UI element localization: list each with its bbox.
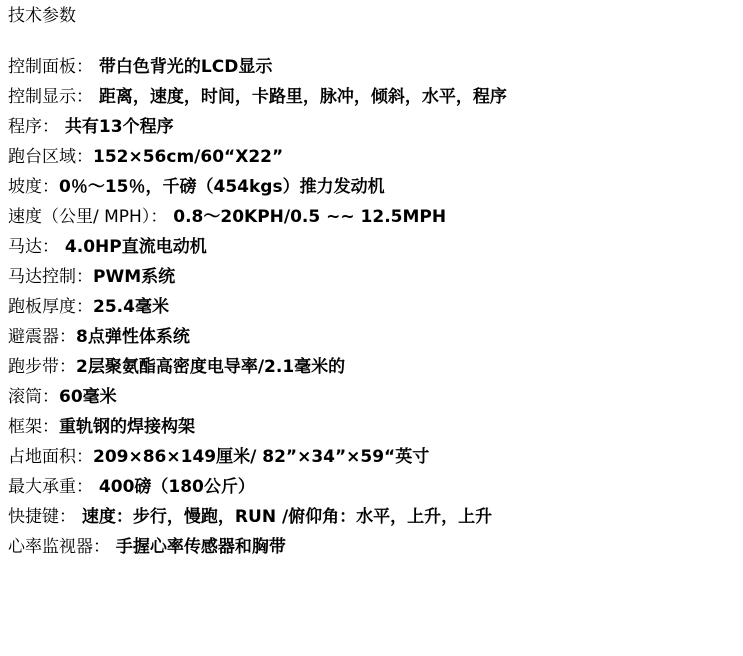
specifications-list bbox=[8, 52, 743, 562]
spec-value: 手握心率传感器和胸带 bbox=[110, 537, 286, 557]
spec-row bbox=[8, 382, 743, 412]
spec-label: 跑台区域： bbox=[8, 147, 93, 167]
spec-label: 马达： bbox=[8, 237, 59, 257]
spec-label: 坡度： bbox=[8, 177, 59, 197]
spec-label: 快捷键： bbox=[8, 507, 76, 527]
spec-label: 框架： bbox=[8, 417, 59, 437]
spec-value: 25.4毫米 bbox=[93, 297, 169, 317]
spec-value: 8点弹性体系统 bbox=[76, 327, 190, 347]
spec-value: 152×56cm/60“X22” bbox=[93, 147, 284, 167]
spec-value: 4.0HP直流电动机 bbox=[59, 237, 207, 257]
spec-row bbox=[8, 292, 743, 322]
spec-row bbox=[8, 322, 743, 352]
spec-row bbox=[8, 532, 743, 562]
spec-value: 距离，速度，时间，卡路里，脉冲，倾斜，水平，程序 bbox=[93, 87, 507, 107]
spec-value: 0.8～20KPH/0.5 ~~ 12.5MPH bbox=[167, 207, 447, 227]
spec-row bbox=[8, 472, 743, 502]
spec-value: 2层聚氨酯高密度电导率/2.1毫米的 bbox=[76, 357, 346, 377]
spec-value: PWM系统 bbox=[93, 267, 176, 287]
spec-row bbox=[8, 142, 743, 172]
spec-label: 占地面积： bbox=[8, 447, 93, 467]
spec-label: 滚筒： bbox=[8, 387, 59, 407]
spec-label: 程序： bbox=[8, 117, 59, 137]
spec-value: 共有13个程序 bbox=[59, 117, 174, 137]
spec-label: 最大承重： bbox=[8, 477, 93, 497]
spec-row bbox=[8, 442, 743, 472]
page-title: 技术参数 bbox=[8, 6, 76, 26]
spec-label: 控制显示： bbox=[8, 87, 93, 107]
spec-value: 400磅（180公斤） bbox=[93, 477, 255, 497]
spec-value: 重轨钢的焊接构架 bbox=[59, 417, 195, 437]
spec-label: 心率监视器： bbox=[8, 537, 110, 557]
spec-value: 0％～15％，千磅（454kgs）推力发动机 bbox=[59, 177, 385, 197]
spec-row bbox=[8, 412, 743, 442]
spec-value: 209×86×149厘米/ 82”×34”×59“英寸 bbox=[93, 447, 430, 467]
spec-row bbox=[8, 232, 743, 262]
spec-row bbox=[8, 52, 743, 82]
spec-row bbox=[8, 202, 743, 232]
spec-label: 跑步带： bbox=[8, 357, 76, 377]
spec-label: 避震器： bbox=[8, 327, 76, 347]
spec-value: 速度：步行，慢跑，RUN /俯仰角：水平，上升，上升 bbox=[76, 507, 493, 527]
spec-label: 控制面板： bbox=[8, 57, 93, 77]
spec-value: 带白色背光的LCD显示 bbox=[93, 57, 273, 77]
spec-label: 速度（公里/ MPH）： bbox=[8, 207, 168, 227]
spec-label: 跑板厚度： bbox=[8, 297, 93, 317]
spec-row bbox=[8, 352, 743, 382]
spec-row bbox=[8, 172, 743, 202]
spec-value: 60毫米 bbox=[59, 387, 117, 407]
spec-row bbox=[8, 262, 743, 292]
spec-row bbox=[8, 82, 743, 112]
spec-row bbox=[8, 502, 743, 532]
spec-label: 马达控制： bbox=[8, 267, 93, 287]
spec-row bbox=[8, 112, 743, 142]
